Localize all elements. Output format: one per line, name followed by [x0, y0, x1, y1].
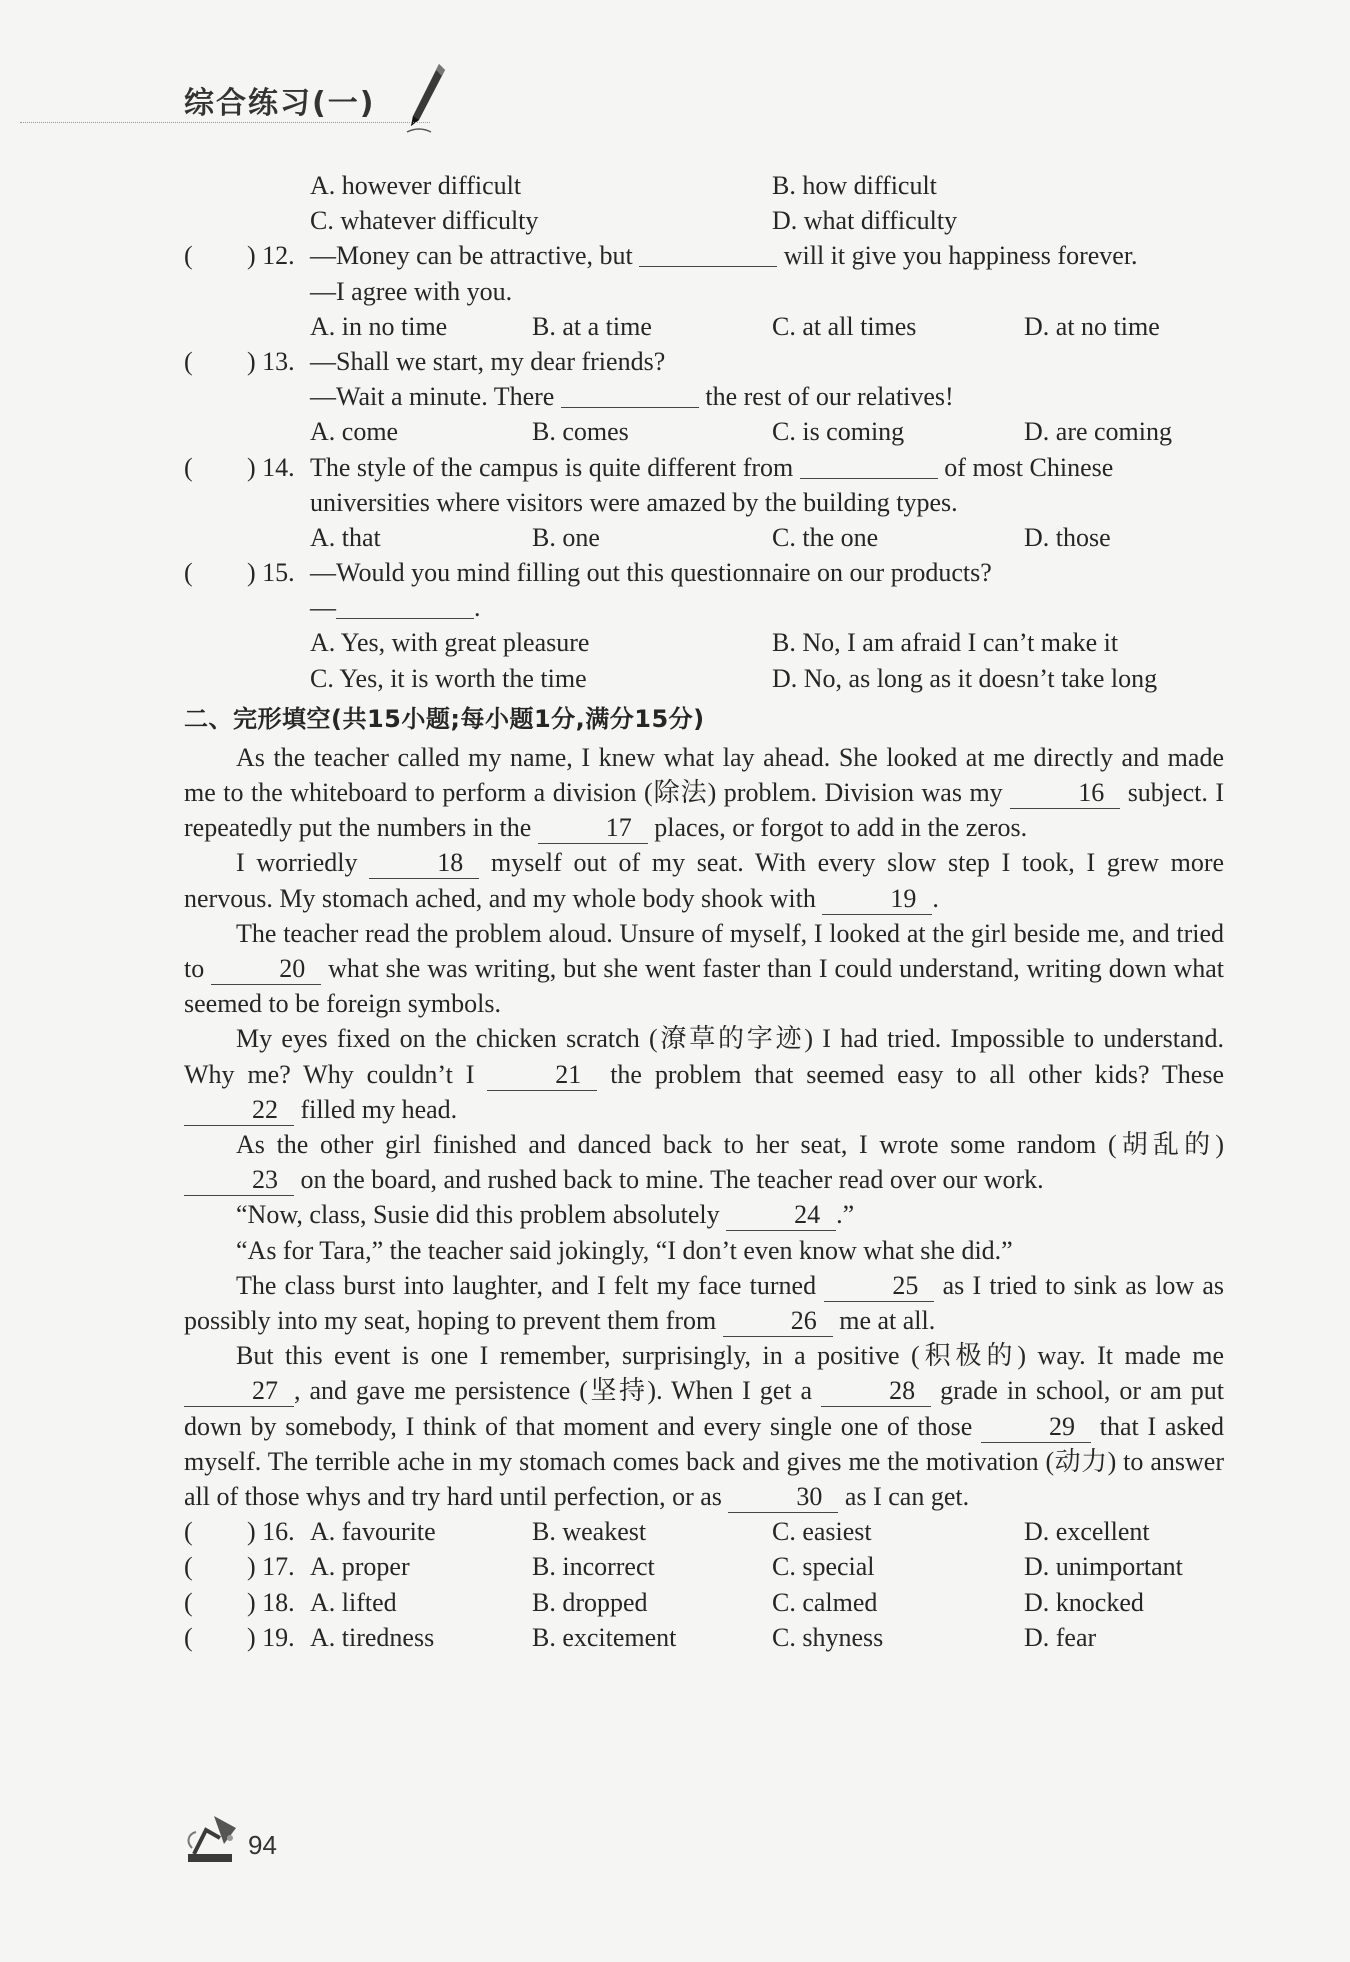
p8-text-c: me at all.	[839, 1306, 936, 1336]
q11-option-d: D. what difficulty	[772, 206, 958, 236]
q15-option-b: B. No, I am afraid I can’t make it	[772, 628, 1119, 658]
q12-option-b: B. at a time	[532, 311, 652, 341]
p2-text-c: .	[932, 883, 939, 913]
q15-number: ) 15.	[247, 558, 295, 588]
choice-19-option-a: A. tiredness	[310, 1622, 435, 1652]
p3-text-a: The teacher read the problem aloud. Unsure of myself, I looked at the girl beside me, and tried to	[184, 918, 1224, 984]
page-number: 94	[248, 1830, 277, 1860]
q11-options-row-1	[184, 168, 1224, 203]
q15-stem: —Would you mind filling out this questionnaire on our products?	[310, 558, 992, 588]
q15-option-d: D. No, as long as it doesn’t take long	[772, 663, 1158, 693]
q14-option-c: C. the one	[772, 522, 879, 552]
choice-16-option-c: C. easiest	[772, 1517, 872, 1547]
q11-options-row-2	[184, 203, 1224, 238]
q15-reply-dash: —	[310, 593, 336, 623]
choice-16-option-a: A. favourite	[310, 1517, 436, 1547]
choice-17-option-b: B. incorrect	[532, 1552, 655, 1582]
q15-stem-line	[184, 555, 1224, 590]
choice-row-18	[184, 1585, 1224, 1620]
choice-row-17	[184, 1549, 1224, 1584]
cloze-blank-28[interactable]: 28	[821, 1376, 931, 1407]
q15-options-row-1	[184, 625, 1224, 660]
q14-option-a: A. that	[310, 522, 381, 552]
choice-16-paren-open: (	[184, 1517, 193, 1547]
q15-answer-paren-open: (	[184, 558, 193, 588]
q12-answer-paren-open: (	[184, 241, 193, 271]
q14-option-b: B. one	[532, 522, 600, 552]
choice-row-16	[184, 1514, 1224, 1549]
choice-19-option-d: D. fear	[1024, 1622, 1097, 1652]
passage-paragraph-1	[184, 740, 1224, 846]
p8-text-b: as I tried to sink as low as possibly into my seat, hoping to prevent them from	[184, 1270, 1225, 1336]
q15-options-row-2	[184, 661, 1224, 696]
q15-reply-line	[184, 590, 1224, 625]
q14-stem-part-a: The style of the campus is quite different from	[310, 452, 794, 482]
q14-option-d: D. those	[1024, 522, 1111, 552]
choice-16-option-b: B. weakest	[532, 1517, 647, 1547]
q12-reply: —I agree with you.	[310, 276, 513, 306]
section-2-title: 二、完形填空(共15小题;每小题1分,满分15分)	[184, 704, 705, 733]
choice-18-option-a: A. lifted	[310, 1587, 397, 1617]
p9-text-e: as I can get.	[844, 1482, 970, 1512]
p8-text-a: The class burst into laughter, and I felt my face turned	[236, 1270, 817, 1300]
cloze-blank-16[interactable]: 16	[1010, 778, 1120, 809]
q14-stem	[310, 450, 1113, 485]
q13-reply-part-a: —Wait a minute. There	[310, 382, 555, 412]
cloze-blank-27[interactable]: 27	[184, 1376, 294, 1407]
passage-paragraph-5	[184, 1127, 1224, 1197]
q15-option-a: A. Yes, with great pleasure	[310, 628, 590, 658]
choice-18-number: ) 18.	[247, 1587, 295, 1617]
q15-answer-blank[interactable]	[336, 591, 474, 619]
q12-stem-part-b: will it give you happiness forever.	[783, 241, 1138, 271]
choice-17-option-d: D. unimportant	[1024, 1552, 1183, 1582]
q14-answer-paren-open: (	[184, 452, 193, 482]
cloze-blank-17[interactable]: 17	[538, 813, 648, 844]
choice-19-option-b: B. excitement	[532, 1622, 677, 1652]
q11-option-b: B. how difficult	[772, 171, 937, 200]
passage-paragraph-7	[184, 1233, 1224, 1268]
p4-text-c: filled my head.	[300, 1094, 458, 1124]
cloze-blank-26[interactable]: 26	[723, 1306, 833, 1337]
q15-reply-period: .	[474, 593, 481, 623]
q11-option-a: A. however difficult	[310, 171, 522, 200]
choice-16-number: ) 16.	[247, 1517, 295, 1547]
cloze-blank-30[interactable]: 30	[728, 1482, 838, 1513]
q13-option-c: C. is coming	[772, 417, 905, 447]
passage-paragraph-4	[184, 1021, 1224, 1127]
choice-19-paren-open: (	[184, 1622, 193, 1652]
passage-paragraph-8	[184, 1268, 1224, 1338]
p2-text-b: myself out of my seat. With every slow step I took, I grew more nervous. My stomach ached, and my whole body shook with	[184, 848, 1225, 913]
p6-text-b: .”	[836, 1200, 855, 1230]
passage-paragraph-6	[184, 1197, 1224, 1232]
p1-text-b: subject. I repeatedly put the numbers in the	[184, 778, 1224, 843]
choice-18-paren-open: (	[184, 1587, 193, 1617]
choice-17-option-a: A. proper	[310, 1552, 410, 1582]
q12-stem	[310, 238, 1138, 273]
passage-paragraph-2	[184, 845, 1224, 915]
q12-answer-blank[interactable]	[639, 239, 777, 267]
p1-text-c: places, or forgot to add in the zeros.	[654, 813, 1028, 843]
q13-reply	[310, 379, 954, 414]
cloze-blank-18[interactable]: 18	[369, 848, 479, 879]
q12-stem-line	[184, 238, 1224, 273]
cloze-blank-29[interactable]: 29	[981, 1412, 1091, 1443]
choice-17-number: ) 17.	[247, 1552, 295, 1582]
q13-option-a: A. come	[310, 417, 399, 447]
page-header-title: 综合练习(一)	[184, 86, 376, 121]
q13-reply-line	[184, 379, 1224, 414]
q12-options-row	[184, 309, 1224, 344]
q14-options-row	[184, 520, 1224, 555]
q14-stem-line-2	[184, 485, 1224, 520]
q12-option-a: A. in no time	[310, 311, 448, 341]
q13-stem: —Shall we start, my dear friends?	[310, 346, 666, 376]
q13-number: ) 13.	[247, 346, 295, 376]
p9-text-a: But this event is one I remember, surprisingly, in a positive (积极的) way. It made me	[236, 1341, 1224, 1371]
q13-option-d: D. are coming	[1024, 417, 1173, 447]
cloze-passage	[184, 740, 1224, 1514]
cloze-blank-23[interactable]: 23	[184, 1165, 294, 1196]
choice-17-option-c: C. special	[772, 1552, 875, 1582]
choice-18-option-b: B. dropped	[532, 1587, 648, 1617]
q12-option-d: D. at no time	[1024, 311, 1160, 341]
q14-stem-part-c: universities where visitors were amazed by the building types.	[310, 487, 958, 517]
q14-stem-line	[184, 450, 1224, 485]
q11-option-c: C. whatever difficulty	[310, 206, 539, 236]
p5-text-b: on the board, and rushed back to mine. The teacher read over our work.	[300, 1165, 1044, 1195]
p2-text-a: I worriedly	[236, 848, 358, 878]
passage-paragraph-9	[184, 1338, 1224, 1514]
desk-lamp-icon	[184, 1808, 244, 1864]
p6-text-a: “Now, class, Susie did this problem absolutely	[236, 1200, 720, 1230]
choice-19-option-c: C. shyness	[772, 1622, 884, 1652]
q13-reply-part-b: the rest of our relatives!	[705, 382, 954, 412]
p1-text-a: As the teacher called my name, I knew what lay ahead. She looked at me directly and made me to the whiteboard to perform a division (除法) problem. Division was my	[184, 742, 1224, 808]
p4-text-b: the problem that seemed easy to all other kids? These	[610, 1059, 1225, 1089]
q12-option-c: C. at all times	[772, 311, 917, 341]
q13-answer-paren-open: (	[184, 346, 193, 376]
p7-text-a: “As for Tara,” the teacher said jokingly, “I don’t even know what she did.”	[236, 1235, 1013, 1265]
q14-answer-blank[interactable]	[800, 451, 938, 479]
q13-answer-blank[interactable]	[561, 380, 699, 408]
choice-18-option-d: D. knocked	[1024, 1587, 1144, 1617]
pen-icon	[405, 62, 447, 134]
q15-reply	[310, 590, 481, 625]
q12-number: ) 12.	[247, 241, 295, 271]
cloze-blank-22[interactable]: 22	[184, 1095, 294, 1126]
p5-text-a: As the other girl finished and danced back to her seat, I wrote some random (胡乱的)	[236, 1130, 1224, 1160]
q14-stem-part-b: of most Chinese	[944, 452, 1114, 482]
q12-reply-line	[184, 274, 1224, 309]
cloze-blank-19[interactable]: 19	[822, 884, 932, 915]
cloze-blank-20[interactable]: 20	[211, 954, 321, 985]
q13-option-b: B. comes	[532, 417, 629, 447]
header-divider	[20, 122, 430, 123]
choice-17-paren-open: (	[184, 1552, 193, 1582]
q12-stem-part-a: —Money can be attractive, but	[310, 241, 633, 271]
p9-text-c: grade in school, or am put down by somebody, I think of that moment and every single one of those	[184, 1376, 1225, 1441]
p9-text-b: , and gave me persistence (坚持). When I get a	[294, 1376, 813, 1406]
choice-19-number: ) 19.	[247, 1622, 295, 1652]
cloze-blank-24[interactable]: 24	[726, 1200, 836, 1231]
p9-text-d: that I asked myself. The terrible ache in my stomach comes back and gives me the motivation (动力) to answer all of those whys and try hard until perfection, or as	[184, 1411, 1225, 1512]
choice-16-option-d: D. excellent	[1024, 1517, 1150, 1547]
q13-stem-line	[184, 344, 1224, 379]
cloze-blank-21[interactable]: 21	[487, 1060, 597, 1091]
passage-paragraph-3	[184, 916, 1224, 1022]
q15-option-c: C. Yes, it is worth the time	[310, 663, 587, 693]
q14-number: ) 14.	[247, 452, 295, 482]
page-content	[184, 168, 1224, 1655]
p3-text-b: what she was writing, but she went faster than I could understand, writing down what seemed to be foreign symbols.	[184, 954, 1225, 1019]
choice-18-option-c: C. calmed	[772, 1587, 878, 1617]
choice-row-19	[184, 1620, 1224, 1655]
p4-text-a: My eyes fixed on the chicken scratch (潦草的字迹) I had tried. Impossible to understand. Why me? Why couldn’t I	[184, 1024, 1224, 1089]
cloze-blank-25[interactable]: 25	[824, 1271, 934, 1302]
q13-options-row	[184, 414, 1224, 449]
